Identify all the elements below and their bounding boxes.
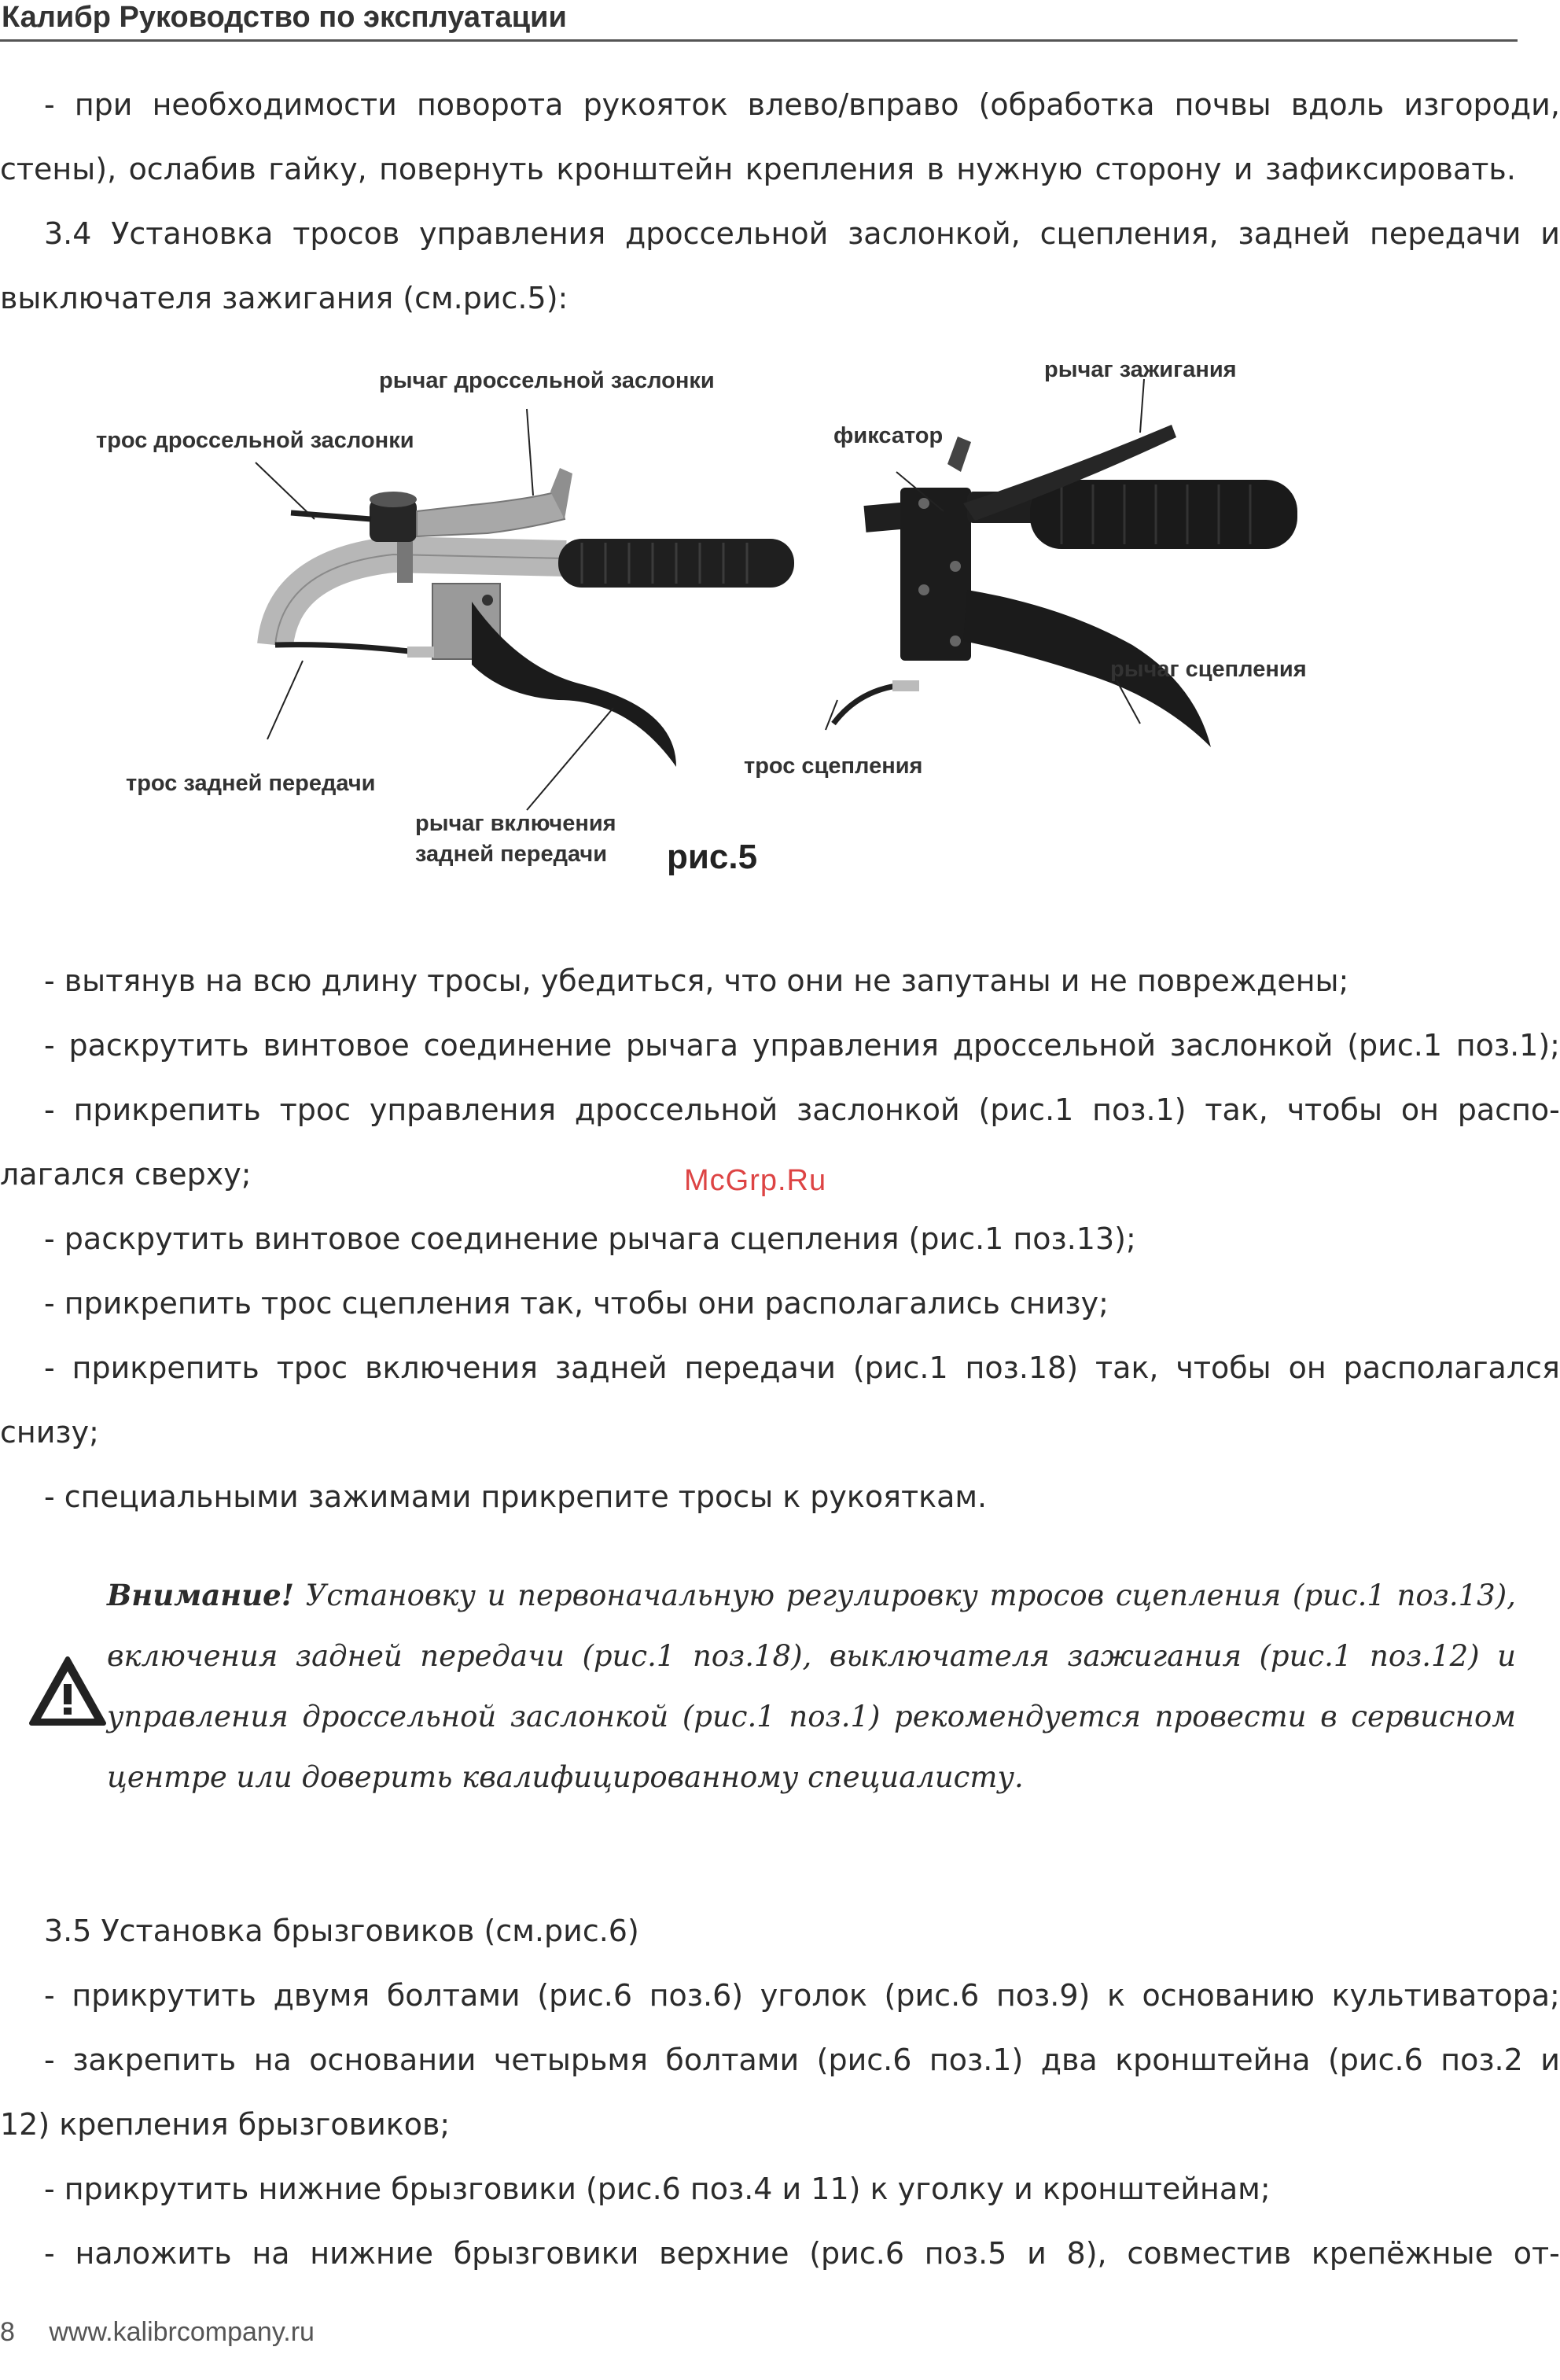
word: - bbox=[44, 87, 55, 122]
word: повернуть bbox=[379, 152, 544, 186]
word: задней bbox=[1238, 216, 1351, 251]
watermark: McGrp.Ru bbox=[684, 1164, 827, 1197]
word: поз.1) bbox=[929, 2043, 1024, 2077]
word: поз.9) bbox=[995, 1978, 1091, 2013]
word: - bbox=[44, 1092, 55, 1127]
word: так, bbox=[1205, 1092, 1268, 1127]
word: дроссельной bbox=[952, 1028, 1157, 1063]
word: Внимание! bbox=[107, 1578, 294, 1612]
step-4: - раскрутить винтовое соединение рычага сцепления (рис.1 поз.13); bbox=[44, 1221, 1136, 1256]
word: наложить bbox=[75, 2236, 232, 2271]
word: совместив bbox=[1127, 2236, 1292, 2271]
word: чтобы bbox=[1176, 1350, 1271, 1385]
word: регулировку bbox=[786, 1579, 978, 1612]
word: (рис.1 bbox=[1347, 1028, 1443, 1063]
word: распо- bbox=[1457, 1092, 1560, 1127]
label-throttle-lever: рычаг дроссельной заслонки bbox=[379, 368, 715, 393]
word: к bbox=[1106, 1978, 1125, 2013]
word: нижние bbox=[310, 2236, 433, 2271]
word: заслонкой bbox=[1169, 1028, 1334, 1063]
label-ignition-lever: рычаг зажигания bbox=[1044, 357, 1237, 382]
word: передачи bbox=[684, 1350, 836, 1385]
word: дроссельной bbox=[302, 1700, 497, 1733]
word: - bbox=[44, 1028, 55, 1063]
word: трос bbox=[276, 1350, 348, 1385]
word: на bbox=[253, 2043, 292, 2077]
word: (рис.6 bbox=[809, 2236, 905, 2271]
word: (рис.1 bbox=[852, 1350, 948, 1385]
word: Установка bbox=[111, 216, 274, 251]
word: и bbox=[1540, 2043, 1560, 2077]
label-clutch-lever: рычаг сцепления bbox=[1110, 657, 1307, 682]
word: вдоль bbox=[1290, 87, 1385, 122]
word: ослабив bbox=[128, 152, 256, 186]
word: четырьмя bbox=[493, 2043, 648, 2077]
word: двумя bbox=[273, 1978, 370, 2013]
word: от- bbox=[1513, 2236, 1560, 2271]
word: тросов bbox=[989, 1579, 1105, 1612]
word: сцепления, bbox=[1039, 216, 1219, 251]
word: в bbox=[926, 152, 944, 186]
word: передачи bbox=[420, 1639, 565, 1673]
word: зафиксировать. bbox=[1265, 152, 1516, 186]
sec35-step-1 bbox=[0, 1963, 1560, 2028]
word: поз.1); bbox=[1455, 1028, 1560, 1063]
word: поз.18), bbox=[692, 1639, 812, 1673]
word: и bbox=[1027, 2236, 1047, 2271]
step-3-line-2: лагался сверху; bbox=[0, 1157, 252, 1192]
word: располагался bbox=[1343, 1350, 1560, 1385]
word: сервисном bbox=[1351, 1700, 1516, 1733]
word: - bbox=[44, 1350, 55, 1385]
word: передачи bbox=[1370, 216, 1521, 251]
word: дроссельной bbox=[574, 1092, 778, 1127]
word: (рис.1 bbox=[1292, 1579, 1385, 1612]
header-divider bbox=[0, 39, 1518, 42]
word: и bbox=[1497, 1639, 1516, 1673]
word: два bbox=[1040, 2043, 1098, 2077]
warning-line-2 bbox=[107, 1626, 1516, 1686]
word: рукояток bbox=[583, 87, 728, 122]
word: поз.6) bbox=[649, 1978, 744, 2013]
word: при bbox=[74, 87, 133, 122]
word: первоначальную bbox=[517, 1579, 775, 1612]
word: - bbox=[44, 1978, 55, 2013]
word: почвы bbox=[1174, 87, 1271, 122]
sec35-step-2-line-1 bbox=[0, 2028, 1560, 2092]
word: поворота bbox=[416, 87, 564, 122]
step-2 bbox=[0, 1013, 1560, 1078]
word: прикрепить bbox=[72, 1350, 259, 1385]
word: дроссельной bbox=[625, 216, 829, 251]
word: (обработка bbox=[978, 87, 1155, 122]
word: поз.1) bbox=[789, 1700, 881, 1733]
warning-line-3 bbox=[107, 1686, 1516, 1747]
word: чтобы bbox=[1286, 1092, 1382, 1127]
word: (рис.6 bbox=[1327, 2043, 1423, 2077]
word: 3.4 bbox=[44, 216, 92, 251]
sec35-step-3: - прикрутить нижние брызговики (рис.6 поз.4 и 11) к уголку и кронштейнам; bbox=[44, 2172, 1271, 2206]
word: управления bbox=[369, 1092, 557, 1127]
word: задней bbox=[554, 1350, 668, 1385]
word: включения bbox=[107, 1639, 278, 1673]
word: сторону bbox=[1095, 152, 1222, 186]
right-handlebar-drawing bbox=[833, 425, 1297, 747]
step-3-line-1 bbox=[0, 1078, 1560, 1142]
word: и bbox=[1233, 152, 1253, 186]
label-latch: фиксатор bbox=[833, 423, 944, 448]
word: сцепления bbox=[1115, 1579, 1282, 1612]
step-1: - вытянув на всю длину тросы, убедиться, что они не запутаны и не повреждены; bbox=[44, 963, 1349, 998]
label-reverse-cable: трос задней передачи bbox=[126, 771, 376, 796]
word: задней bbox=[295, 1639, 403, 1673]
warning-line-4: центре или доверить квалифицированному специалисту. bbox=[107, 1760, 1024, 1794]
word: винтовое bbox=[263, 1028, 410, 1063]
warning-block bbox=[107, 1565, 1516, 1807]
word: заслонкой bbox=[797, 1092, 960, 1127]
word: поз.12) bbox=[1370, 1639, 1480, 1673]
word: Установку bbox=[305, 1579, 476, 1612]
label-reverse-lever-line-2: задней передачи bbox=[415, 842, 608, 867]
word: - bbox=[44, 2236, 55, 2271]
word: болтами bbox=[386, 1978, 521, 2013]
word: в bbox=[1320, 1700, 1337, 1733]
word: включения bbox=[365, 1350, 538, 1385]
word: крепления bbox=[745, 152, 915, 186]
label-clutch-cable: трос сцепления bbox=[744, 753, 923, 779]
figure-caption: рис.5 bbox=[667, 838, 758, 876]
word: (рис.1 bbox=[682, 1700, 775, 1733]
word: кронштейн bbox=[556, 152, 734, 186]
word: управления bbox=[752, 1028, 940, 1063]
word: изгороди, bbox=[1404, 87, 1560, 122]
word: рекомендуется bbox=[894, 1700, 1142, 1733]
word: культиватора; bbox=[1331, 1978, 1560, 2013]
figure-5 bbox=[79, 330, 1337, 944]
sec35-step-4 bbox=[0, 2221, 1560, 2286]
word: гайку, bbox=[268, 152, 367, 186]
page-header: Калибр Руководство по эксплуатации bbox=[2, 1, 567, 34]
word: управления bbox=[107, 1700, 289, 1733]
word: поз.18) bbox=[965, 1350, 1079, 1385]
word: заслонкой, bbox=[848, 216, 1021, 251]
section-3-4-line-2: выключателя зажигания (см.рис.5): bbox=[0, 281, 568, 315]
word: поз.1) bbox=[1092, 1092, 1187, 1127]
intro-line-2 bbox=[0, 137, 1516, 201]
word: - bbox=[44, 2043, 55, 2077]
word: (рис.6 bbox=[537, 1978, 633, 2013]
word: влево/вправо bbox=[747, 87, 959, 122]
word: (рис.6 bbox=[884, 1978, 980, 2013]
section-3-4-line-1 bbox=[0, 201, 1560, 266]
word: рычага bbox=[625, 1028, 739, 1063]
word: провести bbox=[1154, 1700, 1307, 1733]
word: (рис.6 bbox=[816, 2043, 912, 2077]
word: 8), bbox=[1066, 2236, 1107, 2271]
word: брызговики bbox=[453, 2236, 639, 2271]
word: основанию bbox=[1142, 1978, 1315, 2013]
word: поз.13), bbox=[1396, 1579, 1516, 1612]
word: тросов bbox=[292, 216, 400, 251]
sec35-step-2-line-2: 12) крепления брызговиков; bbox=[0, 2107, 451, 2142]
word: верхние bbox=[659, 2236, 789, 2271]
step-6-line-1 bbox=[0, 1336, 1560, 1400]
word: болтами bbox=[665, 2043, 800, 2077]
page-footer bbox=[0, 2317, 315, 2348]
word: трос bbox=[279, 1092, 351, 1127]
label-reverse-lever-line-1: рычаг включения bbox=[415, 811, 616, 836]
word: и bbox=[487, 1579, 506, 1612]
word: соединение bbox=[423, 1028, 613, 1063]
label-throttle-cable: трос дроссельной заслонки bbox=[96, 428, 414, 453]
left-handlebar-drawing bbox=[275, 468, 794, 767]
word: (рис.1 bbox=[1259, 1639, 1352, 1673]
word: прикрутить bbox=[72, 1978, 256, 2013]
word: поз.5 bbox=[924, 2236, 1007, 2271]
word: и bbox=[1540, 216, 1560, 251]
word: необходимости bbox=[152, 87, 397, 122]
word: нужную bbox=[956, 152, 1084, 186]
word: уголок bbox=[760, 1978, 867, 2013]
word: прикрепить bbox=[73, 1092, 261, 1127]
word: (рис.1 bbox=[582, 1639, 675, 1673]
section-3-5-title: 3.5 Установка брызговиков (см.рис.6) bbox=[44, 1914, 639, 1948]
word: так, bbox=[1095, 1350, 1159, 1385]
word: кронштейна bbox=[1115, 2043, 1311, 2077]
word: он bbox=[1400, 1092, 1439, 1127]
footer-website: www.kalibrcompany.ru bbox=[49, 2317, 315, 2347]
word: выключателя bbox=[829, 1639, 1050, 1673]
word: он bbox=[1288, 1350, 1326, 1385]
word: поз.2 bbox=[1440, 2043, 1523, 2077]
word: управления bbox=[419, 216, 606, 251]
word: закрепить bbox=[72, 2043, 237, 2077]
word: (рис.1 bbox=[978, 1092, 1074, 1127]
step-5: - прикрепить трос сцепления так, чтобы они располагались снизу; bbox=[44, 1286, 1109, 1321]
word: заслонкой bbox=[510, 1700, 669, 1733]
word: раскрутить bbox=[68, 1028, 249, 1063]
word: на bbox=[252, 2236, 290, 2271]
word: стены), bbox=[0, 152, 117, 186]
step-7: - специальными зажимами прикрепите тросы к рукояткам. bbox=[44, 1479, 988, 1514]
intro-line-1 bbox=[0, 72, 1560, 137]
page-number: 8 bbox=[0, 2317, 15, 2347]
word: зажигания bbox=[1067, 1639, 1242, 1673]
step-6-line-2: снизу; bbox=[0, 1415, 99, 1450]
word: крепёжные bbox=[1311, 2236, 1493, 2271]
warning-icon bbox=[28, 1656, 107, 1728]
word: основании bbox=[309, 2043, 476, 2077]
warning-line-1 bbox=[107, 1565, 1516, 1626]
